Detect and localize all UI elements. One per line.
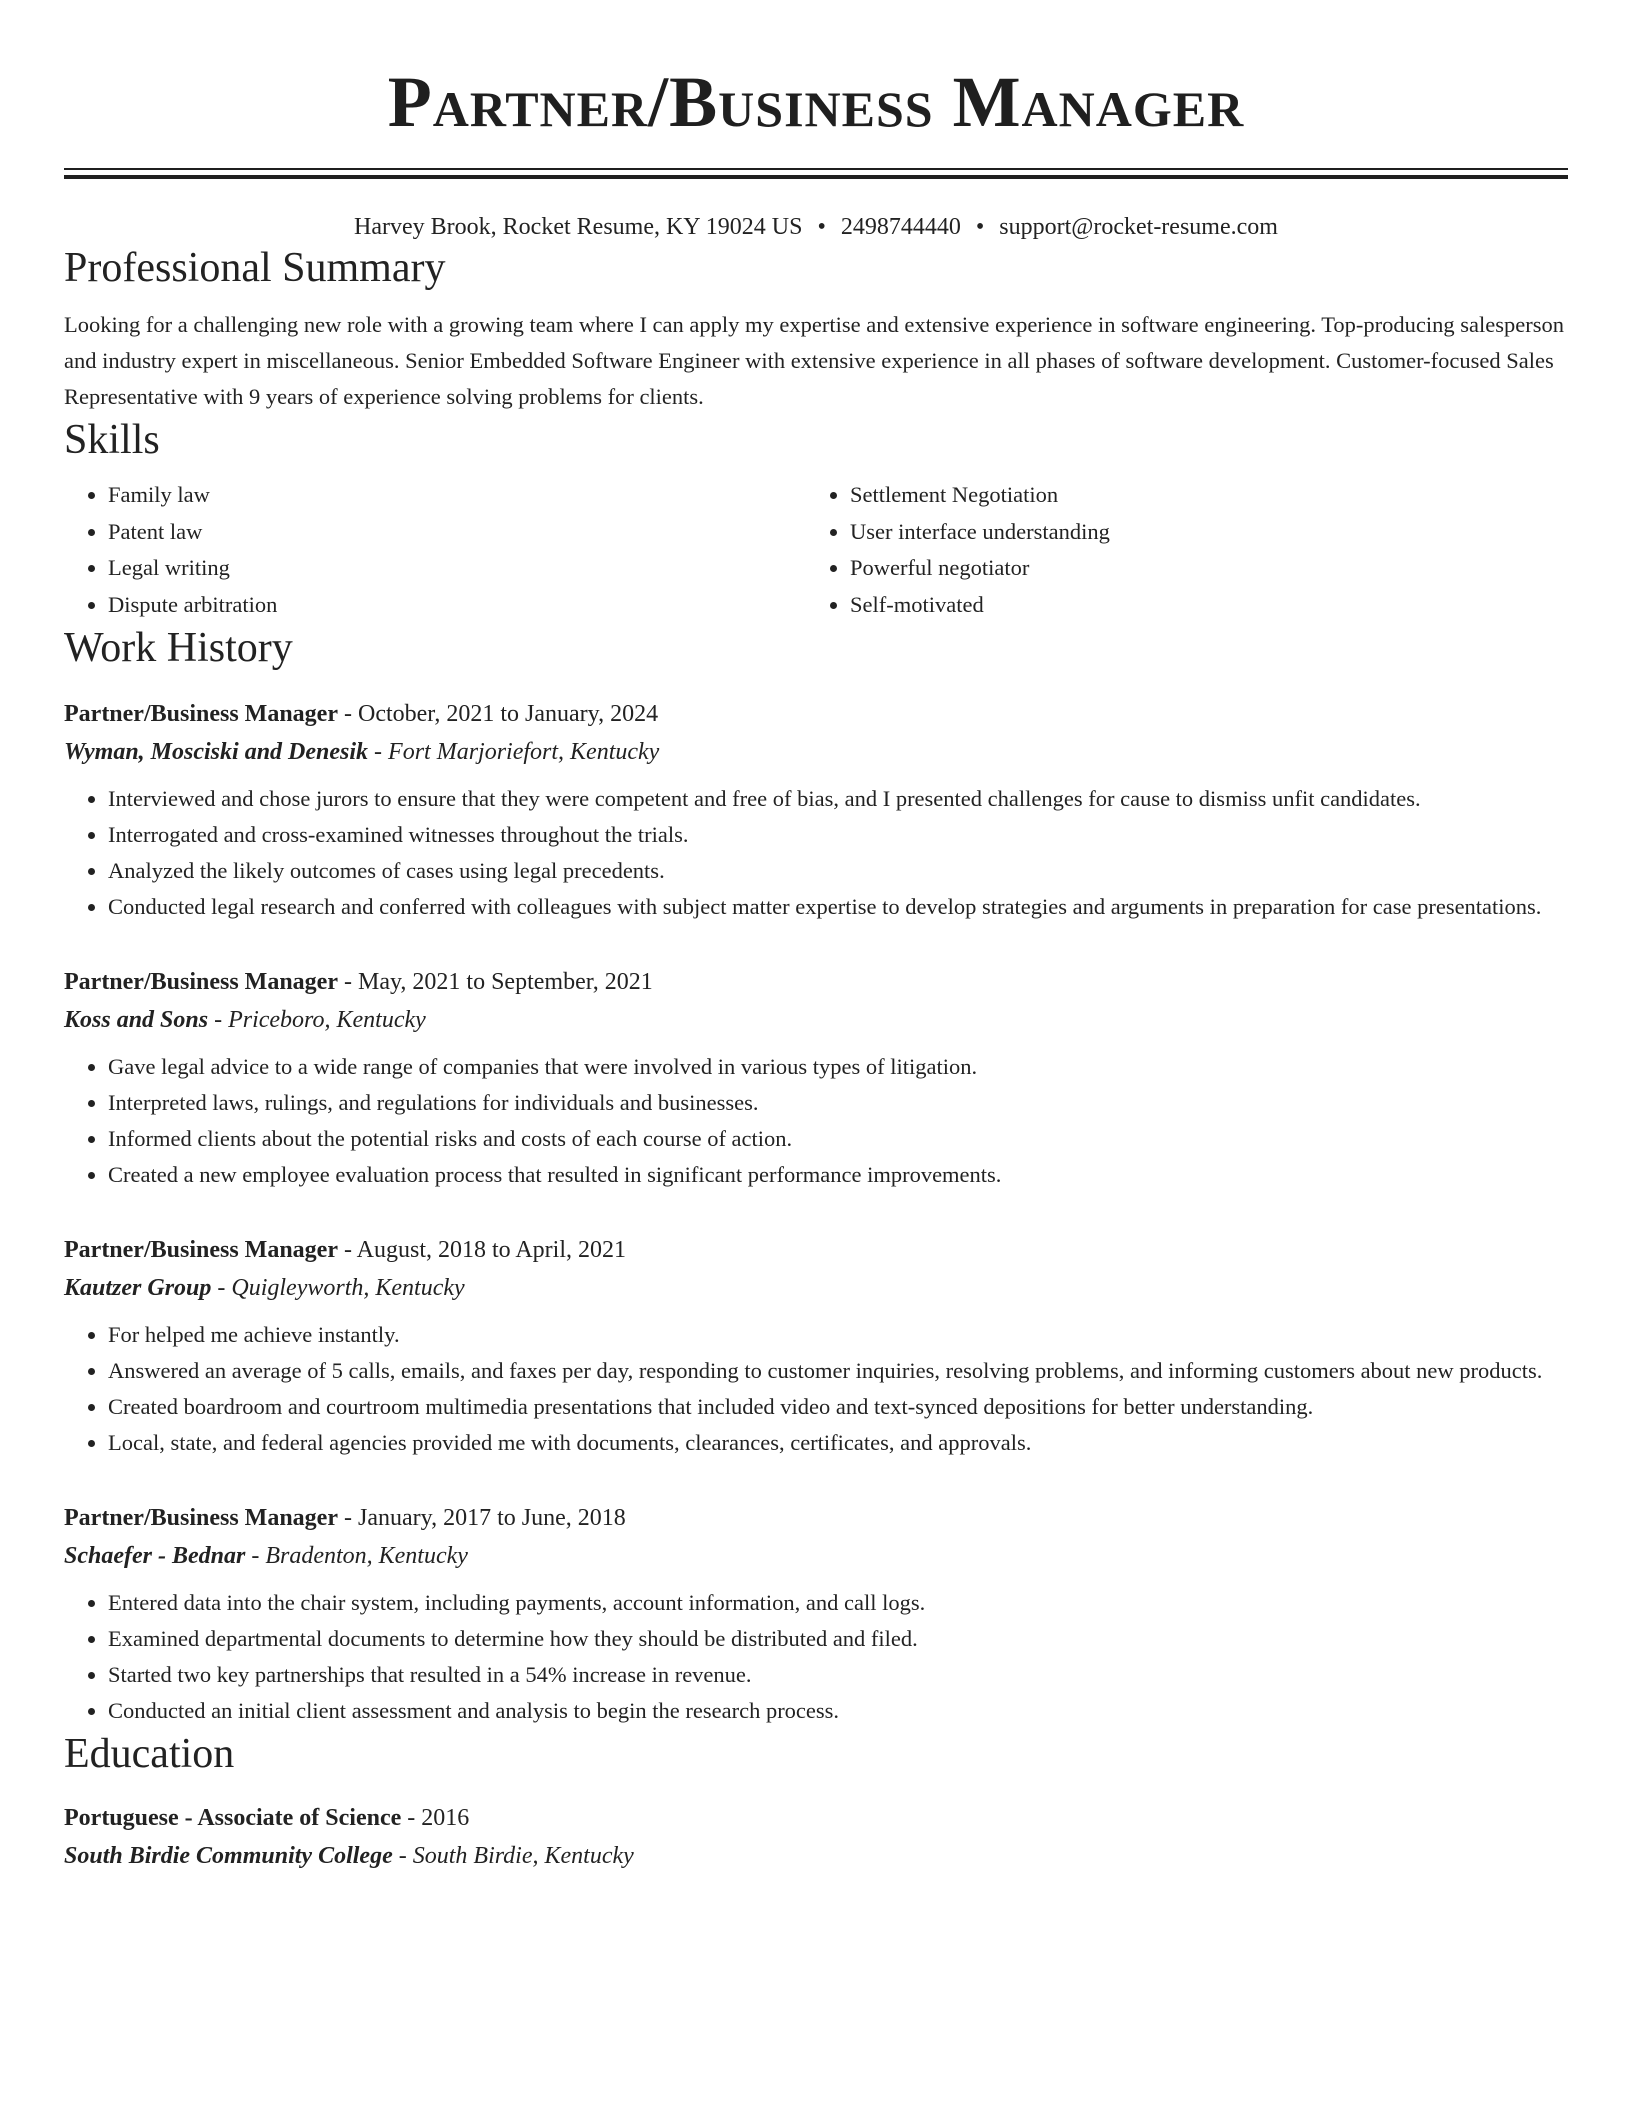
job-role: Partner/Business Manager	[64, 969, 338, 995]
contact-separator: •	[817, 214, 826, 240]
duty-item: • Interviewed and chose jurors to ensure that they were competent and free of bias, and I presented challenges for cause to dismiss unfit candidates.	[108, 781, 1568, 817]
resume-page	[64, 0, 1568, 1875]
skills-column-right	[806, 477, 1548, 623]
skill-item: • Dispute arbitration	[108, 587, 806, 624]
education-degree: Portuguese - Associate of Science	[64, 1805, 402, 1831]
skill-item: • Legal writing	[108, 550, 806, 587]
job-location: Quigleyworth, Kentucky	[231, 1275, 465, 1301]
education-entry	[64, 1799, 1568, 1875]
education-degree-line	[64, 1799, 1568, 1837]
education-location: South Birdie, Kentucky	[412, 1843, 634, 1869]
job-dates: May, 2021 to September, 2021	[357, 969, 653, 995]
duty-item: • Entered data into the chair system, including payments, account information, and call logs.	[108, 1585, 1568, 1621]
job-company: Koss and Sons	[64, 1007, 209, 1033]
dash-separator: -	[337, 1237, 357, 1263]
skill-item: • Family law	[108, 477, 806, 514]
skill-item: • Settlement Negotiation	[850, 477, 1548, 514]
job-duties	[64, 1049, 1568, 1193]
contact-line	[64, 211, 1568, 243]
job-role: Partner/Business Manager	[64, 1505, 338, 1531]
duty-item: • Answered an average of 5 calls, emails, and faxes per day, responding to customer inquiries, resolving problems, and informing customers about new products.	[108, 1353, 1568, 1389]
contact-separator: •	[975, 214, 985, 240]
duty-item: • Gave legal advice to a wide range of companies that were involved in various types of litigation.	[108, 1049, 1568, 1085]
skill-item: • Powerful negotiator	[850, 550, 1548, 587]
resume-title: Partner/Business Manager	[387, 62, 1245, 142]
dash-separator: -	[337, 1505, 358, 1531]
dash-separator: -	[208, 1007, 229, 1033]
dash-separator: -	[245, 1543, 266, 1569]
duty-item: • Local, state, and federal agencies provided me with documents, clearances, certificates, and approvals.	[108, 1425, 1568, 1461]
duty-item: • Started two key partnerships that resulted in a 54% increase in revenue.	[108, 1657, 1568, 1693]
skill-item: • Patent law	[108, 514, 806, 551]
job-entry	[64, 963, 1568, 1193]
contact-address: Harvey Brook, Rocket Resume, KY 19024 US	[354, 214, 803, 240]
skill-item: • User interface understanding	[850, 514, 1548, 551]
job-title-line	[64, 695, 1568, 733]
skills-heading: Skills	[64, 417, 160, 463]
duty-item: • Created boardroom and courtroom multimedia presentations that included video and text-synced depositions for better understanding.	[108, 1389, 1568, 1425]
job-company-line	[64, 1001, 1568, 1039]
job-location: Fort Marjoriefort, Kentucky	[388, 739, 660, 765]
dash-separator: -	[337, 701, 358, 727]
job-duties	[64, 1317, 1568, 1461]
education-heading: Education	[64, 1731, 235, 1777]
duty-item: • Examined departmental documents to determine how they should be distributed and filed.	[108, 1621, 1568, 1657]
dash-separator: -	[368, 739, 389, 765]
job-company-line	[64, 1269, 1568, 1307]
work-history-heading: Work History	[64, 625, 293, 671]
education-school: South Birdie Community College	[64, 1843, 393, 1869]
duty-item: • For helped me achieve instantly.	[108, 1317, 1568, 1353]
duty-item: • Conducted legal research and conferred with colleagues with subject matter expertise to develop strategies and arguments in preparation for case presentations.	[108, 889, 1568, 925]
job-title-line	[64, 963, 1568, 1001]
skill-item: • Self-motivated	[850, 587, 1548, 624]
dash-separator: -	[337, 969, 358, 995]
duty-item: • Interrogated and cross-examined witnesses throughout the trials.	[108, 817, 1568, 853]
job-company: Wyman, Mosciski and Denesik	[64, 739, 369, 765]
job-duties	[64, 1585, 1568, 1729]
job-dates: August, 2018 to April, 2021	[356, 1237, 626, 1263]
job-company-line	[64, 1537, 1568, 1575]
duty-item: • Analyzed the likely outcomes of cases using legal precedents.	[108, 853, 1568, 889]
job-role: Partner/Business Manager	[64, 701, 338, 727]
job-location: Bradenton, Kentucky	[265, 1543, 468, 1569]
job-title-line	[64, 1499, 1568, 1537]
job-company: Schaefer - Bednar	[64, 1543, 246, 1569]
duty-item: • Created a new employee evaluation process that resulted in significant performance improvements.	[108, 1157, 1568, 1193]
summary-heading: Professional Summary	[64, 245, 446, 291]
job-entry	[64, 1231, 1568, 1461]
contact-email: support@rocket-resume.com	[999, 214, 1278, 240]
title-divider	[64, 168, 1568, 179]
job-dates: January, 2017 to June, 2018	[357, 1505, 626, 1531]
job-role: Partner/Business Manager	[64, 1237, 338, 1263]
skills-list	[64, 477, 1568, 623]
dash-separator: -	[392, 1843, 413, 1869]
dash-separator: -	[211, 1275, 232, 1301]
job-dates: October, 2021 to January, 2024	[357, 701, 659, 727]
duty-item: • Informed clients about the potential risks and costs of each course of action.	[108, 1121, 1568, 1157]
duty-item: • Conducted an initial client assessment and analysis to begin the research process.	[108, 1693, 1568, 1729]
contact-phone: 2498744440	[840, 214, 961, 240]
job-duties	[64, 781, 1568, 925]
summary-text: Looking for a challenging new role with a growing team where I can apply my expertise and extensive experience in software engineering. Top-producing salesperson and industry expert in miscellaneous. Senior Embedded Software Engineer with extensive experience in all phases of software development. Customer-focused Sales Representative with 9 years of experience solving problems for clients.	[64, 312, 1564, 409]
education-year: 2016	[421, 1805, 470, 1831]
dash-separator: -	[401, 1805, 422, 1831]
job-title-line	[64, 1231, 1568, 1269]
job-entry	[64, 1499, 1568, 1729]
job-entry	[64, 695, 1568, 925]
job-company-line	[64, 733, 1568, 771]
job-company: Kautzer Group	[64, 1275, 212, 1301]
education-school-line	[64, 1837, 1568, 1875]
skills-column-left	[64, 477, 806, 623]
duty-item: • Interpreted laws, rulings, and regulations for individuals and businesses.	[108, 1085, 1568, 1121]
job-location: Priceboro, Kentucky	[228, 1007, 426, 1033]
